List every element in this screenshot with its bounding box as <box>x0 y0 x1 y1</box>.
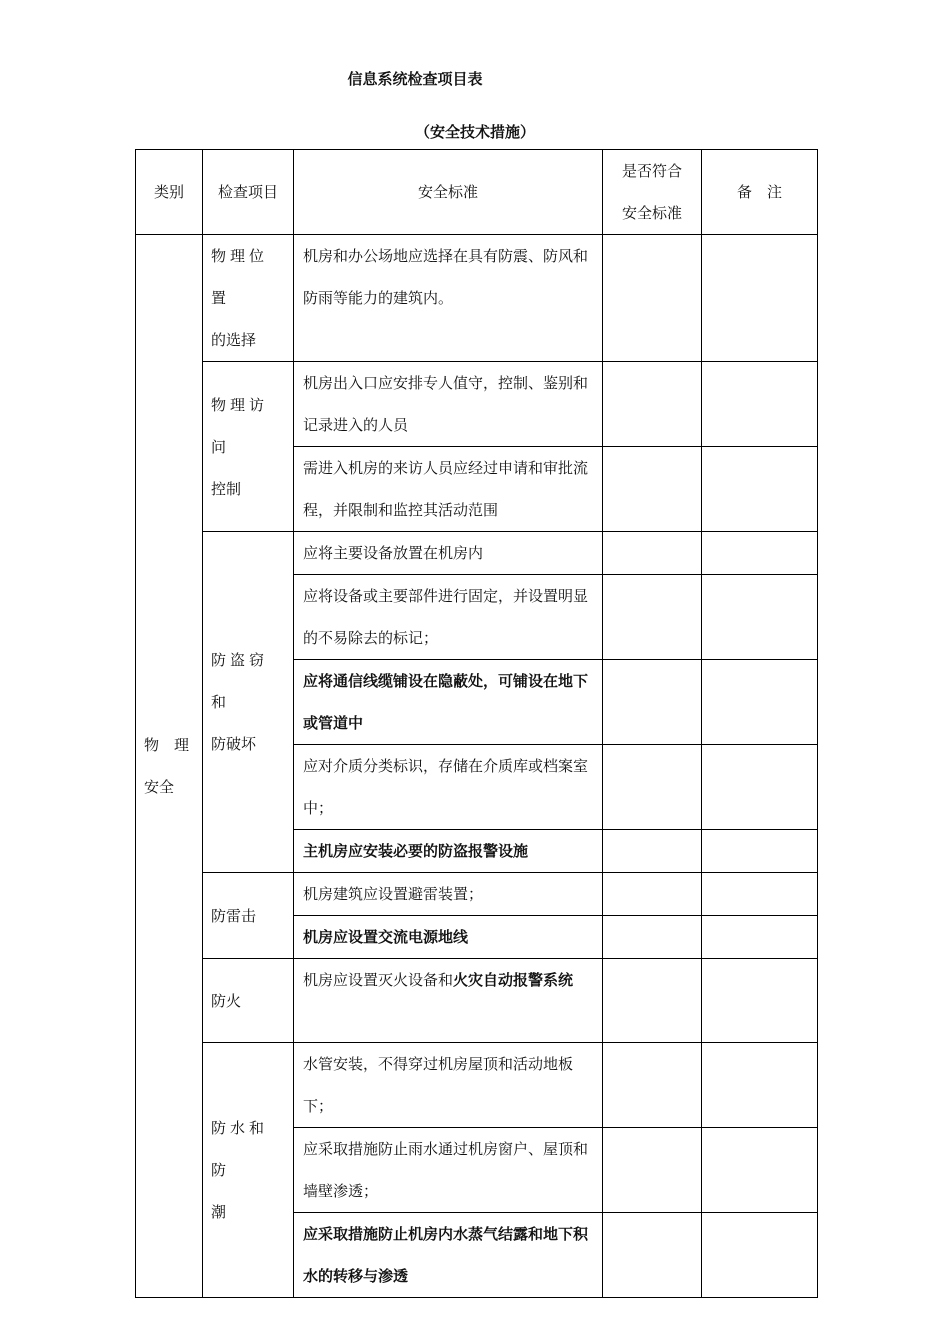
header-item: 检查项目 <box>203 150 294 235</box>
standard-cell: 机房建筑应设置避雷装置； <box>294 873 603 916</box>
remark-cell[interactable] <box>702 873 818 916</box>
remark-cell[interactable] <box>702 916 818 959</box>
item-cell <box>203 1043 294 1298</box>
header-standard: 安全标准 <box>294 150 603 235</box>
remark-cell[interactable] <box>702 235 818 362</box>
standard-cell: 应对介质分类标识，存储在介质库或档案室中； <box>294 745 603 830</box>
conform-cell[interactable] <box>603 235 702 362</box>
remark-cell[interactable] <box>702 532 818 575</box>
inspection-table <box>135 149 818 1298</box>
conform-cell[interactable] <box>603 1128 702 1213</box>
remark-cell[interactable] <box>702 830 818 873</box>
remark-cell[interactable] <box>702 1213 818 1298</box>
item-label: 的选择 <box>211 331 257 349</box>
conform-cell[interactable] <box>603 1213 702 1298</box>
header-conform-line2: 安全标准 <box>621 204 682 222</box>
standard-text-plain: 机房应设置灭火设备和 <box>303 971 454 989</box>
remark-cell[interactable] <box>702 575 818 660</box>
standard-cell: 应将主要设备放置在机房内 <box>294 532 603 575</box>
item-label: 控制 <box>211 479 242 498</box>
conform-cell[interactable] <box>603 660 702 745</box>
item-cell: 防雷击 <box>203 873 294 959</box>
header-category: 类别 <box>136 150 203 235</box>
header-conform-line1: 是否符合 <box>621 162 682 180</box>
item-cell <box>203 532 294 873</box>
conform-cell[interactable] <box>603 1043 702 1128</box>
item-label: 防破坏 <box>211 735 257 753</box>
standard-cell: 主机房应安装必要的防盗报警设施 <box>294 830 603 873</box>
table-row <box>136 532 818 575</box>
page-subtitle: （安全技术措施） <box>414 123 535 141</box>
item-cell: 防火 <box>203 959 294 1043</box>
page-title: 信息系统检查项目表 <box>347 70 483 88</box>
remark-cell[interactable] <box>702 362 818 447</box>
table-row <box>136 873 818 916</box>
conform-cell[interactable] <box>603 916 702 959</box>
standard-cell: 水管安装，不得穿过机房屋顶和活动地板下； <box>294 1043 603 1128</box>
item-label: 物理访问 <box>211 395 269 456</box>
conform-cell[interactable] <box>603 745 702 830</box>
item-label: 防盗窃和 <box>211 651 269 711</box>
standard-cell: 机房出入口应安排专人值守，控制、鉴别和记录进入的人员 <box>294 362 603 447</box>
header-conform <box>603 150 702 235</box>
table-row <box>136 362 818 447</box>
remark-cell[interactable] <box>702 1128 818 1213</box>
table-row <box>136 959 818 1043</box>
header-remark: 备 注 <box>702 150 818 235</box>
standard-cell: 需进入机房的来访人员应经过申请和审批流程，并限制和监控其活动范围 <box>294 447 603 532</box>
conform-cell[interactable] <box>603 575 702 660</box>
conform-cell[interactable] <box>603 532 702 575</box>
remark-cell[interactable] <box>702 1043 818 1128</box>
standard-text-bold: 火灾自动报警系统 <box>453 971 574 989</box>
remark-cell[interactable] <box>702 745 818 830</box>
category-cell <box>136 235 203 1298</box>
standard-cell: 应采取措施防止雨水通过机房窗户、屋顶和墙壁渗透； <box>294 1128 603 1213</box>
standard-cell: 应将通信线缆铺设在隐蔽处，可铺设在地下或管道中 <box>294 660 603 745</box>
standard-cell: 应将设备或主要部件进行固定，并设置明显的不易除去的标记； <box>294 575 603 660</box>
table-row <box>136 235 818 362</box>
conform-cell[interactable] <box>603 362 702 447</box>
standard-cell: 机房和办公场地应选择在具有防震、防风和防雨等能力的建筑内。 <box>294 235 603 362</box>
item-cell <box>203 362 294 532</box>
conform-cell[interactable] <box>603 830 702 873</box>
standard-cell: 机房应设置交流电源地线 <box>294 916 603 959</box>
table-row <box>136 1043 818 1128</box>
category-line1: 物 理 <box>144 736 190 754</box>
conform-cell[interactable] <box>603 959 702 1043</box>
remark-cell[interactable] <box>702 660 818 745</box>
conform-cell[interactable] <box>603 447 702 532</box>
standard-cell <box>294 959 603 1043</box>
category-line2: 安全 <box>144 778 175 796</box>
item-label: 潮 <box>211 1203 227 1221</box>
item-label: 防水和防 <box>211 1119 269 1179</box>
item-label: 物理位置 <box>211 247 269 307</box>
remark-cell[interactable] <box>702 447 818 532</box>
conform-cell[interactable] <box>603 873 702 916</box>
remark-cell[interactable] <box>702 959 818 1043</box>
standard-cell: 应采取措施防止机房内水蒸气结露和地下积水的转移与渗透 <box>294 1213 603 1298</box>
item-cell <box>203 235 294 362</box>
header-row <box>136 150 818 235</box>
